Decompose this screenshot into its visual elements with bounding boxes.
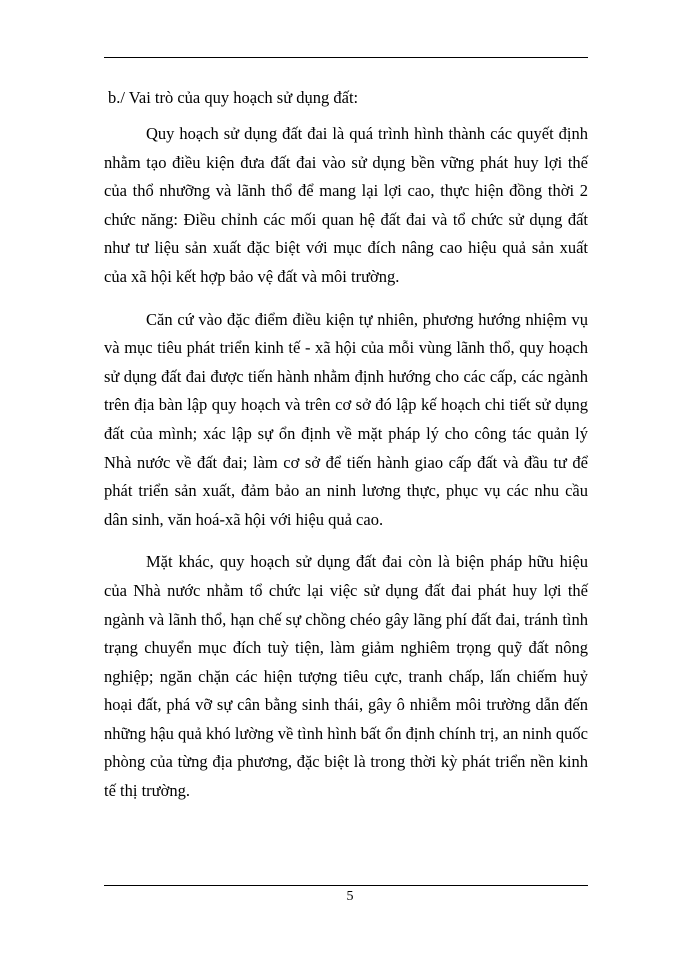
header-rule [104,57,588,58]
document-body [104,84,588,820]
paragraph-1: Quy hoạch sử dụng đất đai là quá trình hình thành các quyết định nhằm tạo điều kiện đưa đất đai vào sử dụng bền vững phát huy lợi thế của thổ nhưỡng và lãnh thổ để mang lại lợi cao, thực hiện đồng thời 2 chức năng: Điều chỉnh các mối quan hệ đất đai và tổ chức sử dụng đất như tư liệu sản xuất đặc biệt với mục đích nâng cao hiệu quả sản xuất của xã hội kết hợp bảo vệ đất và môi trường. [104,124,588,286]
paragraph-2: Căn cứ vào đặc điểm điều kiện tự nhiên, phương hướng nhiệm vụ và mục tiêu phát triển kinh tế - xã hội của mỗi vùng lãnh thổ, quy hoạch sử dụng đất đai được tiến hành nhằm định hướng cho các cấp, các ngành trên địa bàn lập quy hoạch và trên cơ sở đó lập kế hoạch chi tiết sử dụng đất của mình; xác lập sự ổn định về mặt pháp lý cho công tác quản lý Nhà nước về đất đai; làm cơ sở để tiến hành giao cấp đất và đầu tư để phát triển sản xuất, đảm bảo an ninh lương thực, phục vụ các nhu cầu dân sinh, văn hoá-xã hội với hiệu quả cao. [104,309,588,529]
section-heading: b./ Vai trò của quy hoạch sử dụng đất: [108,88,359,107]
footer-rule [104,885,588,886]
paragraph-3: Mặt khác, quy hoạch sử dụng đất đai còn là biện pháp hữu hiệu của Nhà nước nhằm tổ chức lại việc sử dụng đất đai phát huy lợi thế ngành và lãnh thổ, hạn chế sự chồng chéo gây lãng phí đất đai, tránh tình trạng chuyển mục đích tuỳ tiện, làm giảm nghiêm trọng quỹ đất nông nghiệp; ngăn chặn các hiện tượng tiêu cực, tranh chấp, lấn chiếm huỷ hoại đất, phá vỡ sự cân bằng sinh thái, gây ô nhiễm môi trường dẫn đến những hậu quả khó lường về tình hình bất ổn định chính trị, an ninh quốc phòng của từng địa phương, đặc biệt là trong thời kỳ phát triển nền kinh tế thị trường. [104,552,588,801]
page-number: 5 [346,889,354,904]
